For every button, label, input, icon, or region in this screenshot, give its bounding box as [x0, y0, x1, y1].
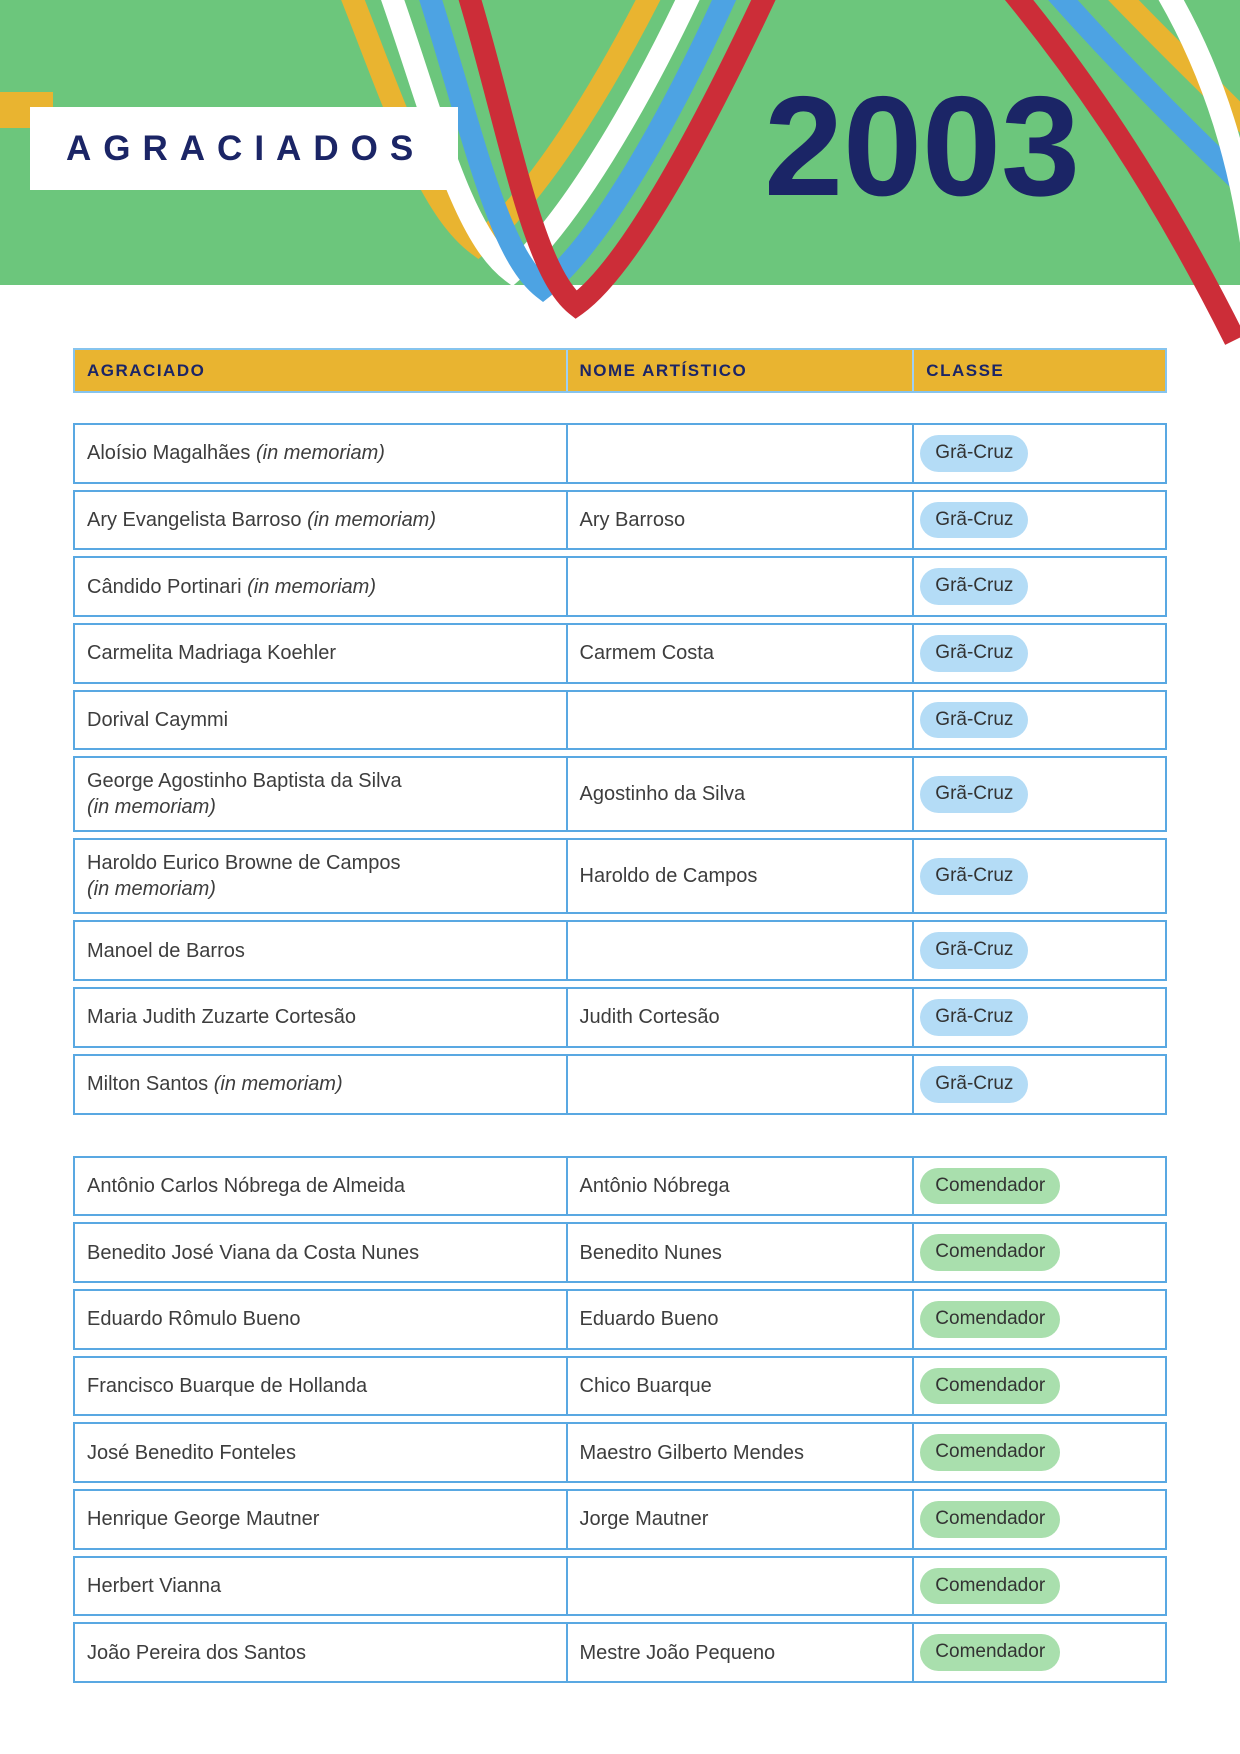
honoree-name: Francisco Buarque de Hollanda — [87, 1374, 368, 1397]
table-group — [73, 423, 1167, 1115]
artistic-name-cell — [566, 425, 915, 482]
honoree-name: Milton Santos (in memoriam) — [87, 1073, 343, 1096]
honoree-name: Antônio Carlos Nóbrega de Almeida — [87, 1174, 405, 1197]
honoree-name-cell — [75, 425, 566, 482]
class-cell — [914, 1056, 1165, 1113]
column-header-classe: CLASSE — [926, 360, 1005, 380]
class-cell — [914, 1624, 1165, 1681]
class-cell — [914, 625, 1165, 682]
class-cell — [914, 1558, 1165, 1615]
honoree-name: Dorival Caymmi — [87, 709, 229, 732]
artistic-name-cell: Judith Cortesão — [566, 989, 915, 1046]
honorees-table — [73, 348, 1167, 1683]
class-cell — [914, 758, 1165, 830]
class-badge: Grã-Cruz — [920, 635, 1028, 672]
honoree-name: Manoel de Barros — [87, 939, 245, 962]
artistic-name-cell — [566, 692, 915, 749]
class-badge: Comendador — [920, 1434, 1060, 1471]
class-badge: Grã-Cruz — [920, 435, 1028, 472]
table-group — [73, 1156, 1167, 1684]
table-row — [73, 1422, 1167, 1483]
class-badge: Comendador — [920, 1501, 1060, 1538]
honoree-name-cell — [75, 989, 566, 1046]
honoree-name-cell — [75, 1491, 566, 1548]
honoree-name: George Agostinho Baptista da Silva (in memoriam) — [87, 770, 402, 819]
honoree-name-cell — [75, 1224, 566, 1281]
class-badge: Grã-Cruz — [920, 502, 1028, 539]
year-label: 2003 — [764, 67, 1080, 226]
table-row — [73, 623, 1167, 684]
class-badge: Grã-Cruz — [920, 858, 1028, 895]
class-cell — [914, 1291, 1165, 1348]
ribbon-red — [461, 0, 782, 305]
honoree-name: Cândido Portinari (in memoriam) — [87, 575, 376, 598]
artistic-name-cell — [566, 922, 915, 979]
table-header-row — [73, 348, 1167, 393]
table-row — [73, 1489, 1167, 1550]
artistic-name-cell — [566, 558, 915, 615]
class-badge: Comendador — [920, 1368, 1060, 1405]
class-cell — [914, 840, 1165, 912]
ribbon-yellow-right — [1090, 0, 1240, 150]
class-cell — [914, 1491, 1165, 1548]
honoree-name-cell — [75, 492, 566, 549]
table-row — [73, 1622, 1167, 1683]
honoree-name-cell — [75, 1358, 566, 1415]
artistic-name-cell: Carmem Costa — [566, 625, 915, 682]
class-cell — [914, 492, 1165, 549]
table-row — [73, 920, 1167, 981]
table-row — [73, 1156, 1167, 1217]
honoree-name-cell — [75, 922, 566, 979]
honoree-name-cell — [75, 625, 566, 682]
honoree-name: Henrique George Mautner — [87, 1508, 320, 1531]
class-badge: Comendador — [920, 1568, 1060, 1605]
class-cell — [914, 922, 1165, 979]
class-badge: Comendador — [920, 1168, 1060, 1205]
in-memoriam-label: (in memoriam) — [256, 442, 385, 465]
class-cell — [914, 1358, 1165, 1415]
class-badge: Comendador — [920, 1301, 1060, 1338]
honoree-name: Haroldo Eurico Browne de Campos (in memoriam) — [87, 852, 401, 901]
artistic-name-cell: Benedito Nunes — [566, 1224, 915, 1281]
honoree-name: Eduardo Rômulo Bueno — [87, 1308, 301, 1331]
page-title: AGRACIADOS — [66, 128, 426, 168]
header-banner — [0, 0, 1240, 285]
honoree-name: Ary Evangelista Barroso (in memoriam) — [87, 509, 437, 532]
artistic-name-cell: Antônio Nóbrega — [566, 1158, 915, 1215]
in-memoriam-label: (in memoriam) — [307, 509, 437, 532]
table-row — [73, 690, 1167, 751]
table-row — [73, 490, 1167, 551]
artistic-name-cell: Ary Barroso — [566, 492, 915, 549]
honoree-name-cell — [75, 1291, 566, 1348]
honoree-name-cell — [75, 1424, 566, 1481]
in-memoriam-label: (in memoriam) — [87, 796, 216, 819]
class-cell — [914, 1224, 1165, 1281]
class-badge: Grã-Cruz — [920, 1066, 1028, 1103]
honoree-name: Carmelita Madriaga Koehler — [87, 642, 337, 665]
artistic-name-cell: Eduardo Bueno — [566, 1291, 915, 1348]
artistic-name-cell — [566, 1558, 915, 1615]
honoree-name-cell — [75, 692, 566, 749]
table-row — [73, 838, 1167, 914]
class-cell — [914, 558, 1165, 615]
column-header-agraciado: AGRACIADO — [87, 360, 206, 380]
ribbon-blue — [421, 0, 742, 288]
class-cell — [914, 989, 1165, 1046]
honoree-name-cell — [75, 1158, 566, 1215]
artistic-name-cell: Haroldo de Campos — [566, 840, 915, 912]
artistic-name-cell: Chico Buarque — [566, 1358, 915, 1415]
in-memoriam-label: (in memoriam) — [247, 575, 376, 598]
ribbon-white-right — [1150, 0, 1240, 320]
honoree-name: Herbert Vianna — [87, 1574, 222, 1597]
honoree-name-cell — [75, 1624, 566, 1681]
class-badge: Comendador — [920, 1634, 1060, 1671]
table-row — [73, 987, 1167, 1048]
class-badge: Comendador — [920, 1234, 1060, 1271]
table-row — [73, 1356, 1167, 1417]
table-row — [73, 556, 1167, 617]
table-row — [73, 1556, 1167, 1617]
table-body — [73, 423, 1167, 1683]
in-memoriam-label: (in memoriam) — [87, 878, 216, 901]
honoree-name-cell — [75, 840, 566, 912]
honoree-name-cell — [75, 1558, 566, 1615]
honoree-name-cell — [75, 758, 566, 830]
artistic-name-cell: Agostinho da Silva — [566, 758, 915, 830]
class-badge: Grã-Cruz — [920, 702, 1028, 739]
class-cell — [914, 692, 1165, 749]
honoree-name: Maria Judith Zuzarte Cortesão — [87, 1006, 357, 1029]
artistic-name-cell: Jorge Mautner — [566, 1491, 915, 1548]
title-box — [30, 107, 458, 190]
artistic-name-cell — [566, 1056, 915, 1113]
table-row — [73, 756, 1167, 832]
class-badge: Grã-Cruz — [920, 932, 1028, 969]
honoree-name: José Benedito Fonteles — [87, 1441, 297, 1464]
class-badge: Grã-Cruz — [920, 568, 1028, 605]
honoree-name: Benedito José Viana da Costa Nunes — [87, 1241, 420, 1264]
table-row — [73, 1222, 1167, 1283]
class-cell — [914, 1424, 1165, 1481]
table-row — [73, 1054, 1167, 1115]
column-header-nome-artistico: NOME ARTÍSTICO — [566, 350, 915, 391]
artistic-name-cell: Maestro Gilberto Mendes — [566, 1424, 915, 1481]
honoree-name: João Pereira dos Santos — [87, 1641, 307, 1664]
class-badge: Grã-Cruz — [920, 776, 1028, 813]
honoree-name: Aloísio Magalhães (in memoriam) — [87, 442, 385, 465]
table-row — [73, 1289, 1167, 1350]
in-memoriam-label: (in memoriam) — [213, 1073, 343, 1096]
table-row — [73, 423, 1167, 484]
artistic-name-cell: Mestre João Pequeno — [566, 1624, 915, 1681]
honoree-name-cell — [75, 558, 566, 615]
class-badge: Grã-Cruz — [920, 999, 1028, 1036]
class-cell — [914, 425, 1165, 482]
class-cell — [914, 1158, 1165, 1215]
honoree-name-cell — [75, 1056, 566, 1113]
